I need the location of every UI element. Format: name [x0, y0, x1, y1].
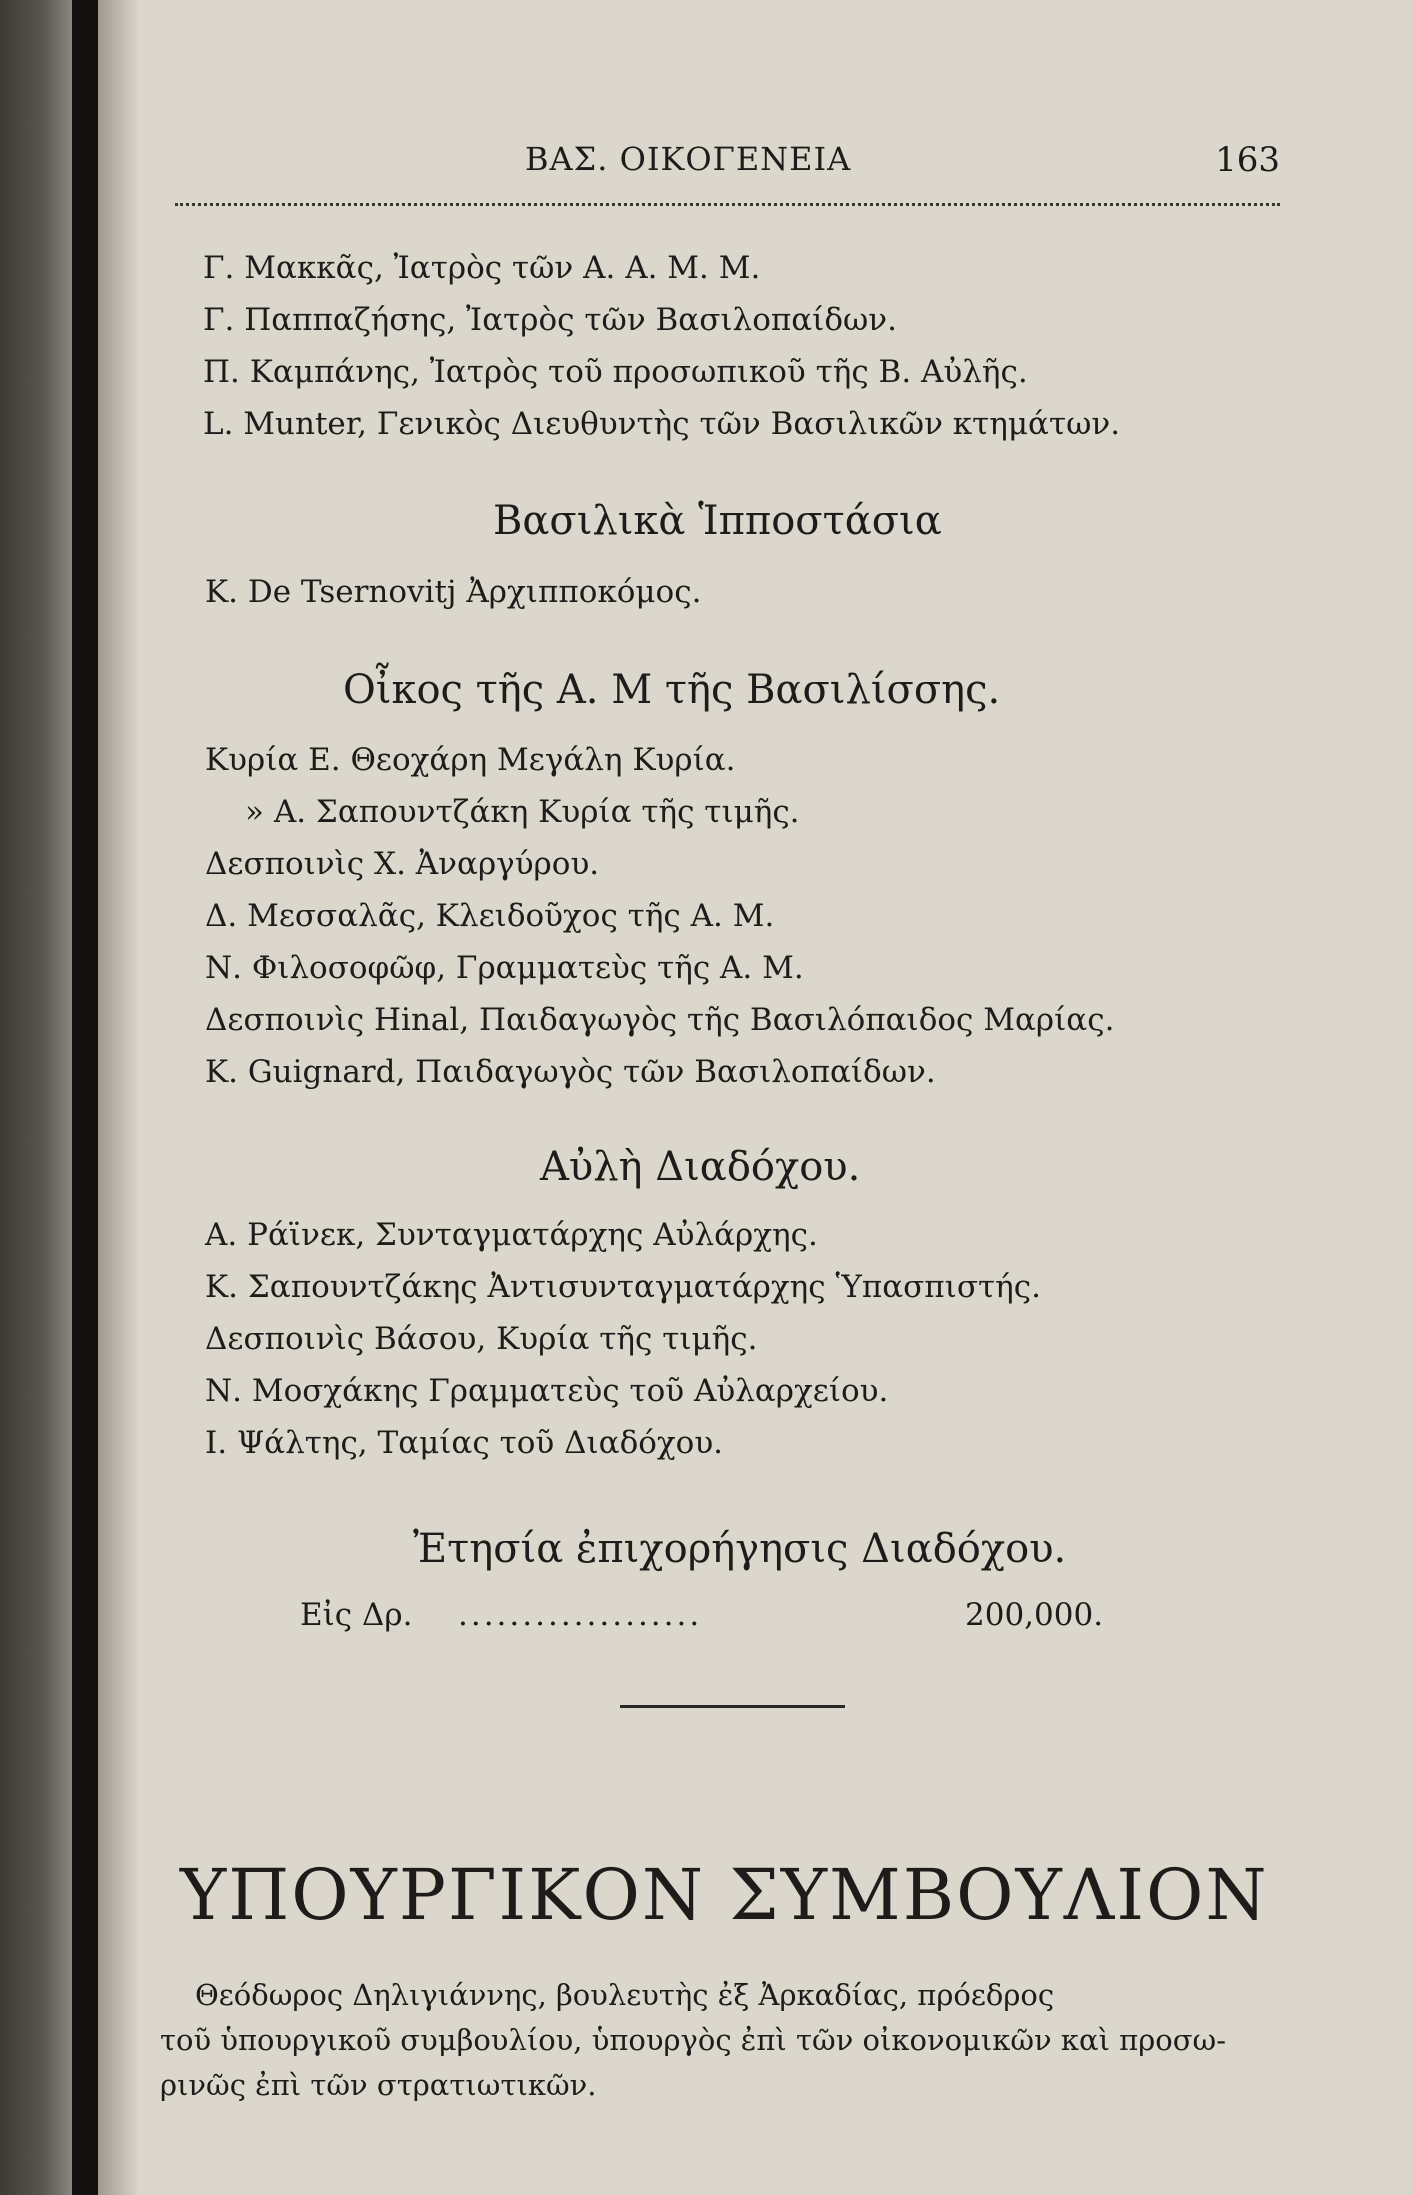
binding-gutter — [72, 0, 98, 2195]
section-heading-annual-grant: Ἐτησία ἐπιχορήγησις Διαδόχου. — [413, 1526, 1067, 1572]
header-rule — [175, 203, 1280, 206]
section-heading-queen-household: Οἶκος τῆς Α. Μ τῆς Βασιλίσσης. — [343, 667, 1001, 713]
list-item: Κυρία Ε. Θεοχάρη Μεγάλη Κυρία. — [205, 742, 736, 778]
list-item: Ν. Μοσχάκης Γραμματεὺς τοῦ Αὐλαρχείου. — [205, 1373, 889, 1409]
list-item: Γ. Μακκᾶς, Ἰατρὸς τῶν Α. Α. Μ. Μ. — [203, 250, 761, 286]
section-heading-stables: Βασιλικὰ Ἱπποστάσια — [493, 498, 942, 544]
book-binding — [0, 0, 72, 2195]
list-item: Γ. Παππαζήσης, Ἰατρὸς τῶν Βασιλοπαίδων. — [203, 302, 897, 338]
list-item: Ν. Φιλοσοφῶφ, Γραμματεὺς τῆς Α. Μ. — [205, 950, 804, 986]
amount-value: 200,000. — [965, 1597, 1104, 1633]
list-item: Δεσποινὶς Χ. Ἀναργύρου. — [205, 846, 600, 882]
list-item: Δεσποινὶς Hinal, Παιδαγωγὸς τῆς Βασιλόπαιδος Μαρίας. — [205, 1002, 1115, 1038]
list-item: » Α. Σαπουντζάκη Κυρία τῆς τιμῆς. — [245, 794, 800, 830]
paragraph-line: τοῦ ὑπουργικοῦ συμβουλίου, ὑπουργὸς ἐπὶ τῶν οἰκονομικῶν καὶ προσω- — [160, 2023, 1226, 2057]
list-item: Ι. Ψάλτης, Ταμίας τοῦ Διαδόχου. — [205, 1425, 724, 1461]
list-item: Δεσποινὶς Βάσου, Κυρία τῆς τιμῆς. — [205, 1321, 758, 1357]
list-item: Κ. Σαπουντζάκης Ἀντισυνταγματάρχης Ὑπασπιστής. — [205, 1269, 1041, 1305]
page-title: ΥΠΟΥΡΓΙΚΟΝ ΣΥΜΒΟΥΛΙΟΝ — [180, 1854, 1269, 1936]
list-item: Κ. Guignard, Παιδαγωγὸς τῶν Βασιλοπαίδων. — [205, 1054, 936, 1090]
list-item: Δ. Μεσσαλᾶς, Κλειδοῦχος τῆς Α. Μ. — [205, 898, 775, 934]
list-item: Π. Καμπάνης, Ἰατρὸς τοῦ προσωπικοῦ τῆς Β. Αὐλῆς. — [203, 354, 1028, 390]
amount-label: Εἰς Δρ. — [300, 1597, 413, 1633]
list-item: L. Munter, Γενικὸς Διευθυντὴς τῶν Βασιλικῶν κτημάτων. — [203, 406, 1121, 442]
page-number: 163 — [1215, 140, 1280, 180]
paragraph-line: Θεόδωρος Δηλιγιάννης, βουλευτὴς ἐξ Ἀρκαδίας, πρόεδρος — [195, 1978, 1055, 2012]
running-head — [175, 140, 1280, 196]
dot-leader: ................... — [458, 1597, 703, 1633]
running-title: ΒΑΣ. ΟΙΚΟΓΕΝΕΙΑ — [525, 140, 852, 178]
section-divider — [620, 1705, 845, 1708]
section-heading-crown-prince-court: Αὐλὴ Διαδόχου. — [540, 1144, 861, 1190]
paragraph-line: ρινῶς ἐπὶ τῶν στρατιωτικῶν. — [160, 2068, 597, 2102]
list-item: Α. Ράϊνεκ, Συνταγματάρχης Αὐλάρχης. — [205, 1217, 818, 1253]
gutter-shadow — [98, 0, 138, 2195]
list-item: Κ. De Tsernovitj Ἀρχιπποκόμος. — [205, 574, 702, 610]
